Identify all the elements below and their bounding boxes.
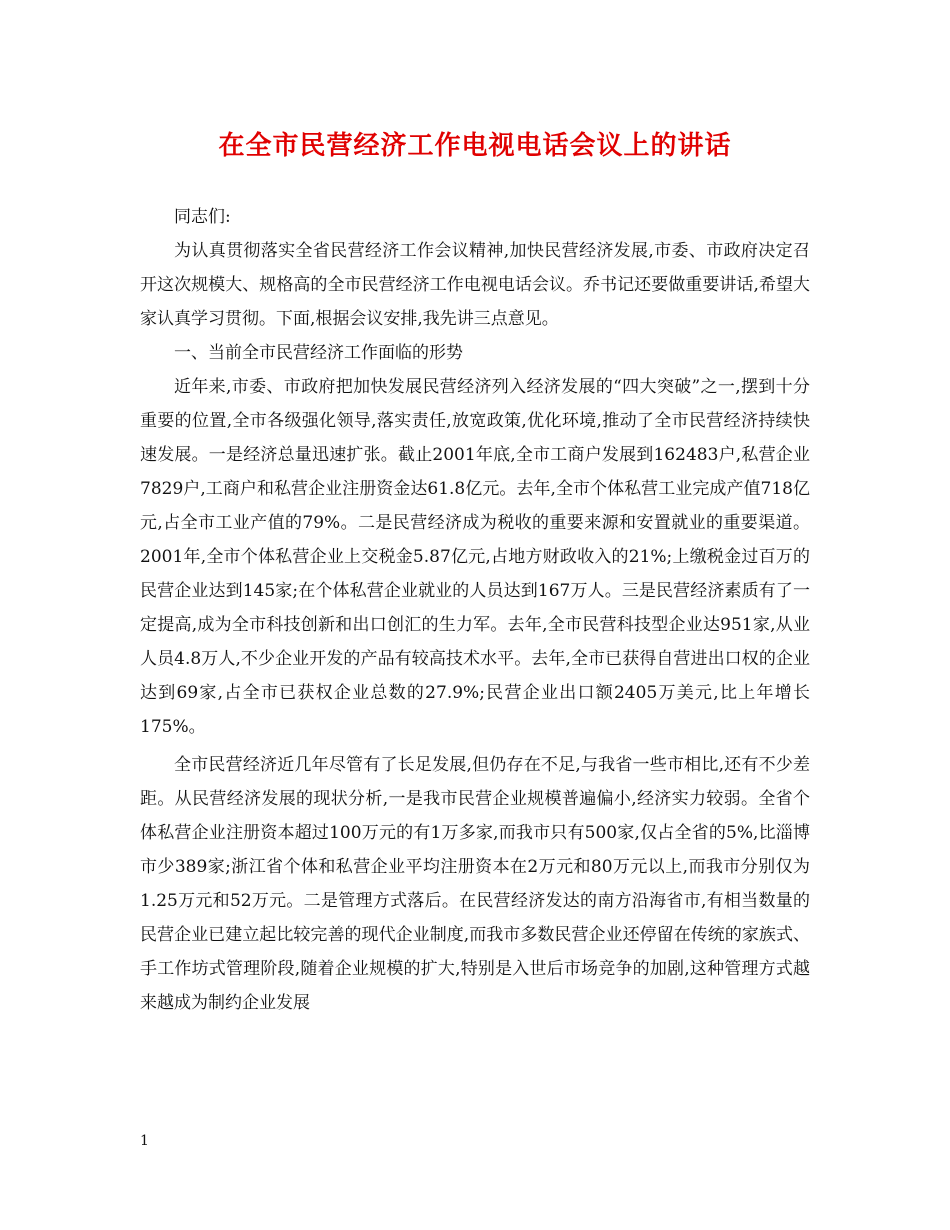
document-title: 在全市民营经济工作电视电话会议上的讲话	[218, 131, 732, 161]
section-heading: 一、当前全市民营经济工作面临的形势	[174, 343, 463, 363]
salutation-paragraph: 同志们:	[174, 207, 231, 227]
body-paragraph: 全市民营经济近几年尽管有了长足发展,但仍存在不足,与我省一些市相比,还有不少差距。从民营经济发展的现状分析,一是我市民营企业规模普遍偏小,经济实力较弱。全省个体私营企业注册资本超过100万元的有1万多家,而我市只有500家,仅占全省的5%,比淄博市少389家;浙江省个体和私营企业平均注册资本在2万元和80万元以上,而我市分别仅为1.25万元和52万元。二是管理方式落后。在民营经济发达的南方沿海省市,有相当数量的民营企业已建立起比较完善的现代企业制度,而我市多数民营企业还停留在传统的家族式、手工作坊式管理阶段,随着企业规模的扩大,特别是入世后市场竞争的加剧,这种管理方式越来越成为制约企业发展	[140, 755, 810, 1013]
document-body	[140, 200, 810, 1020]
body-paragraph: 近年来,市委、市政府把加快发展民营经济列入经济发展的“四大突破”之一,摆到十分重要的位置,全市各级强化领导,落实责任,放宽政策,优化环境,推动了全市民营经济持续快速发展。一是经济总量迅速扩张。截止2001年底,全市工商户发展到162483户,私营企业7829户,工商户和私营企业注册资金达61.8亿元。去年,全市个体私营工业完成产值718亿元,占全市工业产值的79%。二是民营经济成为税收的重要来源和安置就业的重要渠道。2001年,全市个体私营企业上交税金5.87亿元,占地方财政收入的21%;上缴税金过百万的民营企业达到145家;在个体私营企业就业的人员达到167万人。三是民营经济素质有了一定提高,成为全市科技创新和出口创汇的生力军。去年,全市民营科技型企业达951家,从业人员4.8万人,不少企业开发的产品有较高技术水平。去年,全市已获得自营进出口权的企业达到69家,占全市已获权企业总数的27.9%;民营企业出口额2405万美元,比上年增长175%。	[140, 377, 810, 737]
page-number: 1	[140, 1133, 149, 1149]
intro-paragraph: 为认真贯彻落实全省民营经济工作会议精神,加快民营经济发展,市委、市政府决定召开这次规模大、规格高的全市民营经济工作电视电话会议。乔书记还要做重要讲话,希望大家认真学习贯彻。下面,根据会议安排,我先讲三点意见。	[140, 241, 810, 329]
